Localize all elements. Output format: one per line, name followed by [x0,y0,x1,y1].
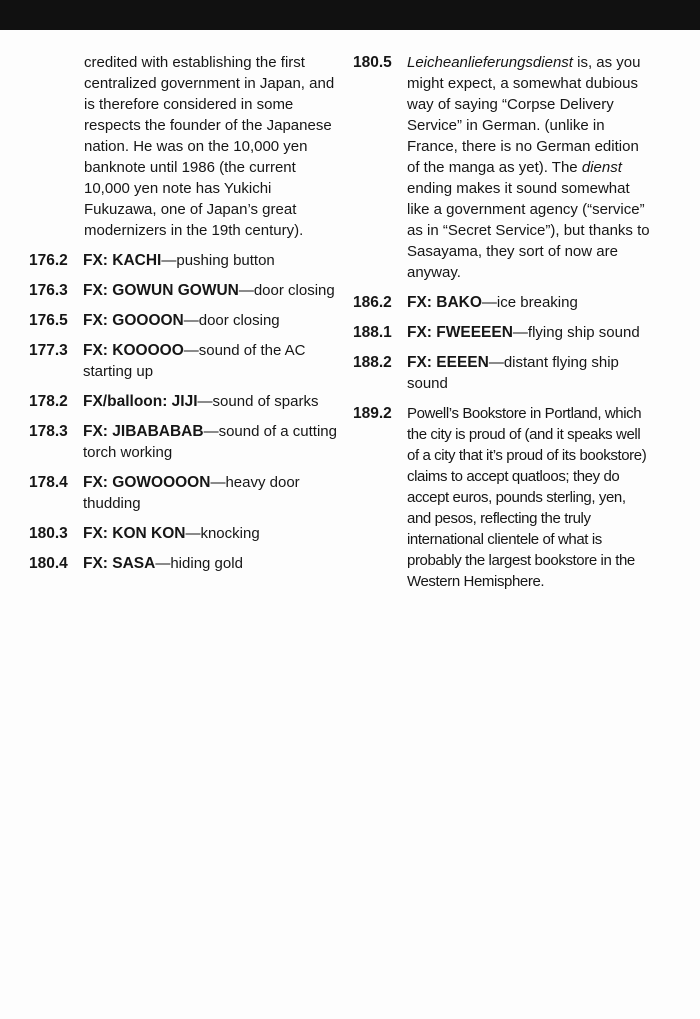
note-180-5 [353,52,653,283]
note-188-1 [353,322,653,343]
note-178-3 [29,421,339,463]
right-column [353,52,653,601]
fx-description: —ice breaking [481,294,578,311]
note-body [407,322,653,343]
continued-note: credited with establishing the first centralized government in Japan, and is therefore considered in some respects the founder of the Japanese nation. He was on the 10,000 yen banknote until 1986 (the current 10,000 yen note has Yukichi Fukuzawa, one of Japan’s great modernizers in the 19th century). [84,54,335,239]
note-number: 176.2 [29,252,68,269]
fx-term: FX: KOOOOO [83,342,184,359]
note-number: 186.2 [353,294,392,311]
fx-description: —knocking [185,525,260,542]
fx-term: FX: GOOOON [83,312,184,329]
note-body [83,421,339,463]
fx-term: FX: EEEEN [407,354,489,371]
fx-term: FX: FWEEEEN [407,324,513,341]
note-number: 180.5 [353,54,392,71]
left-column [29,52,339,583]
note-body [83,553,339,574]
note-189-2 [353,403,653,592]
note-body [83,391,339,412]
fx-term: FX: GOWUN GOWUN [83,282,239,299]
fx-description: —sound of sparks [197,393,319,410]
note-text: is, as you might expect, a somewhat dubious way of saying “Corpse Delivery Service” in German. (unlike in France, there is no German edition of the manga as yet). The [407,54,641,176]
note-body [83,250,339,271]
note-178-4 [29,472,339,514]
fx-description: —sound of a cutting torch working [83,423,337,461]
note-number: 177.3 [29,342,68,359]
note-body [83,280,339,301]
fx-description: —distant flying ship sound [407,354,619,392]
note-number: 180.3 [29,525,68,542]
fx-description: —pushing button [161,252,275,269]
top-black-bar [0,0,700,30]
note-text: ending makes it sound somewhat like a government agency (“service” as in “Secret Service”), but thanks to Sasayama, they sort of now are anyway. [407,180,650,281]
fx-description: —flying ship sound [512,324,640,341]
fx-description: —heavy door thudding [83,474,300,512]
note-178-2 [29,391,339,412]
note-186-2 [353,292,653,313]
note-body [407,352,653,394]
note-number: 176.3 [29,282,68,299]
note-number: 188.2 [353,354,392,371]
fx-term: FX/balloon: JIJI [83,393,198,410]
fx-term: FX: GOWOOOON [83,474,211,491]
note-number: 176.5 [29,312,68,329]
note-180-4 [29,553,339,574]
note-number: 178.3 [29,423,68,440]
note-176-2 [29,250,339,271]
note-number: 178.4 [29,474,68,491]
note-body [83,472,339,514]
fx-description: —sound of the AC starting up [83,342,306,380]
fx-term: FX: KON KON [83,525,186,542]
fx-term: FX: SASA [83,555,156,572]
note-176-3 [29,280,339,301]
note-body [407,52,653,283]
note-number: 188.1 [353,324,392,341]
note-number: 178.2 [29,393,68,410]
fx-term: FX: BAKO [407,294,482,311]
german-suffix: dienst [581,159,622,176]
fx-description: —hiding gold [155,555,243,572]
note-number: 189.2 [353,405,392,422]
note-body [83,310,339,331]
german-term: Leicheanlieferungsdienst [407,54,573,71]
note-body: Powell’s Bookstore in Portland, which the city is proud of (and it speaks well of a city that it’s proud of its bookstore) claims to accept quatloos; they do accept euros, pounds sterling, yen, and pesos, reflecting the truly international clientele of what is probably the largest bookstore in the Western Hemisphere. [407,405,647,590]
note-body [83,523,339,544]
note-body [407,292,653,313]
note-number: 180.4 [29,555,68,572]
fx-description: —door closing [238,282,335,299]
fx-description: —door closing [183,312,280,329]
fx-term: FX: JIBABABAB [83,423,204,440]
note-176-5 [29,310,339,331]
note-177-3 [29,340,339,382]
note-188-2 [353,352,653,394]
note-body [83,340,339,382]
note-180-3 [29,523,339,544]
fx-term: FX: KACHI [83,252,162,269]
